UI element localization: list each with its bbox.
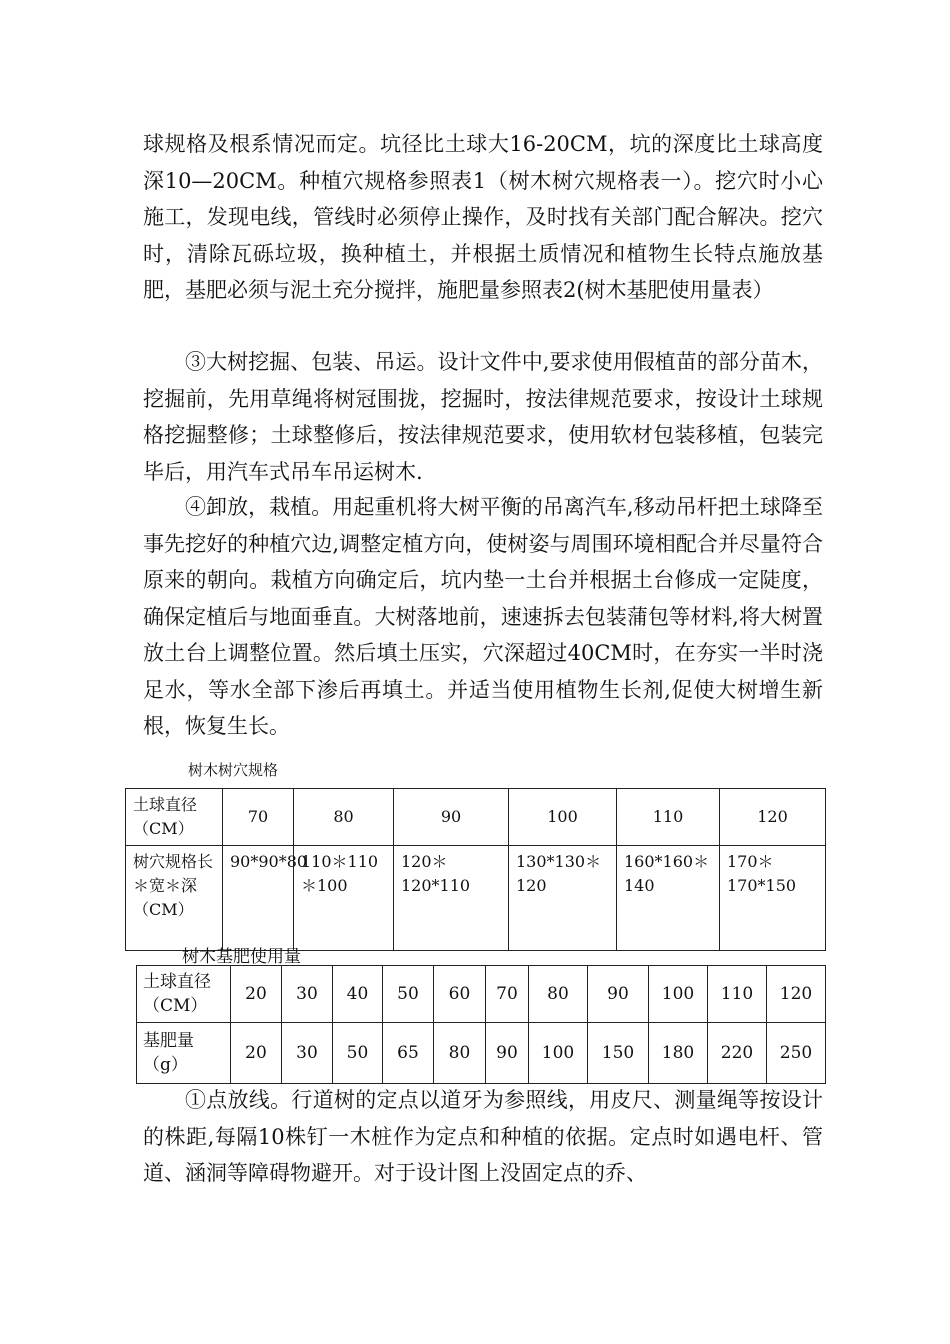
table-row xyxy=(126,846,826,951)
table-cell: 70 xyxy=(486,966,529,1023)
table-cell: 90 xyxy=(394,789,509,846)
paragraph-pit-digging: 球规格及根系情况而定。坑径比土球大16-20CM，坑的深度比土球高度深10—20CM。种植穴规格参照表1（树木树穴规格表一）。挖穴时小心施工，发现电线，管线时必须停止操作，及时找有关部门配合解决。挖穴时，清除瓦砾垃圾，换种植土，并根据土质情况和植物生长特点施放基肥，基肥必须与泥土充分搅拌，施肥量参照表2(树木基肥使用量表） xyxy=(143,132,823,302)
table-cell: 50 xyxy=(333,1023,383,1084)
table1-caption: 树木树穴规格 xyxy=(188,761,279,779)
table-cell: 100 xyxy=(509,789,617,846)
table-row xyxy=(126,789,826,846)
table-cell: 30 xyxy=(282,966,333,1023)
base-fertilizer-table xyxy=(136,965,826,1084)
table-cell: 130*130＊120 xyxy=(509,846,617,951)
table-cell: 65 xyxy=(383,1023,434,1084)
table-cell: 250 xyxy=(767,1023,826,1084)
table-cell: 160*160＊140 xyxy=(617,846,720,951)
table-cell: 150 xyxy=(588,1023,649,1084)
table-cell: 40 xyxy=(333,966,383,1023)
table-cell: 110 xyxy=(708,966,767,1023)
table-cell: 180 xyxy=(649,1023,708,1084)
table-cell: 50 xyxy=(383,966,434,1023)
table-cell: 90 xyxy=(588,966,649,1023)
table-header-cell: 土球直径（CM） xyxy=(137,966,231,1023)
table-cell: 100 xyxy=(649,966,708,1023)
table-header-cell: 土球直径（CM） xyxy=(126,789,223,846)
table-cell: 120＊120*110 xyxy=(394,846,509,951)
table-cell: 100 xyxy=(529,1023,588,1084)
table-row xyxy=(137,1023,826,1084)
table-cell: 20 xyxy=(231,1023,282,1084)
table-cell: 20 xyxy=(231,966,282,1023)
table-header-cell: 树穴规格长＊宽＊深（CM） xyxy=(126,846,223,951)
paragraph-tree-excavation: ③大树挖掘、包装、吊运。设计文件中,要求使用假植苗的部分苗木，挖掘前，先用草绳将树冠围拢，挖掘时，按法律规范要求，按设计土球规格挖掘整修；土球整修后，按法律规范要求，使用软材包装移植，包装完毕后，用汽车式吊车吊运树木. xyxy=(143,350,823,484)
table-cell: 90 xyxy=(486,1023,529,1084)
table-cell: 80 xyxy=(294,789,394,846)
table-cell: 90*90*80 xyxy=(223,846,294,951)
table-cell: 170＊170*150 xyxy=(720,846,826,951)
table-cell: 80 xyxy=(434,1023,486,1084)
table-cell: 80 xyxy=(529,966,588,1023)
table-row xyxy=(137,966,826,1023)
table-cell: 60 xyxy=(434,966,486,1023)
paragraph-unloading-planting: ④卸放，栽植。用起重机将大树平衡的吊离汽车,移动吊杆把土球降至事先挖好的种植穴边,调整定植方向，使树姿与周围环境相配合并尽量符合原来的朝向。栽植方向确定后，坑内垫一土台并根据土台修成一定陡度，确保定植后与地面垂直。大树落地前，速速拆去包装蒲包等材料,将大树置放土台上调整位置。然后填土压实，穴深超过40CM时，在夯实一半时浇足水，等水全部下渗后再填土。并适当使用植物生长剂,促使大树增生新根，恢复生长。 xyxy=(143,495,823,738)
table-header-cell: 基肥量（g） xyxy=(137,1023,231,1084)
tree-pit-spec-table xyxy=(125,788,826,951)
table2-caption: 树木基肥使用量 xyxy=(182,947,301,967)
table-cell: 30 xyxy=(282,1023,333,1084)
table-cell: 120 xyxy=(720,789,826,846)
table-cell: 70 xyxy=(223,789,294,846)
table-cell: 110＊110＊100 xyxy=(294,846,394,951)
table-cell: 110 xyxy=(617,789,720,846)
paragraph-staking-out: ①点放线。行道树的定点以道牙为参照线，用皮尺、测量绳等按设计的株距,每隔10株钉一木桩作为定点和种植的依据。定点时如遇电杆、管道、涵洞等障碍物避开。对于设计图上没固定点的乔、 xyxy=(143,1088,823,1185)
table-cell: 120 xyxy=(767,966,826,1023)
table-cell: 220 xyxy=(708,1023,767,1084)
